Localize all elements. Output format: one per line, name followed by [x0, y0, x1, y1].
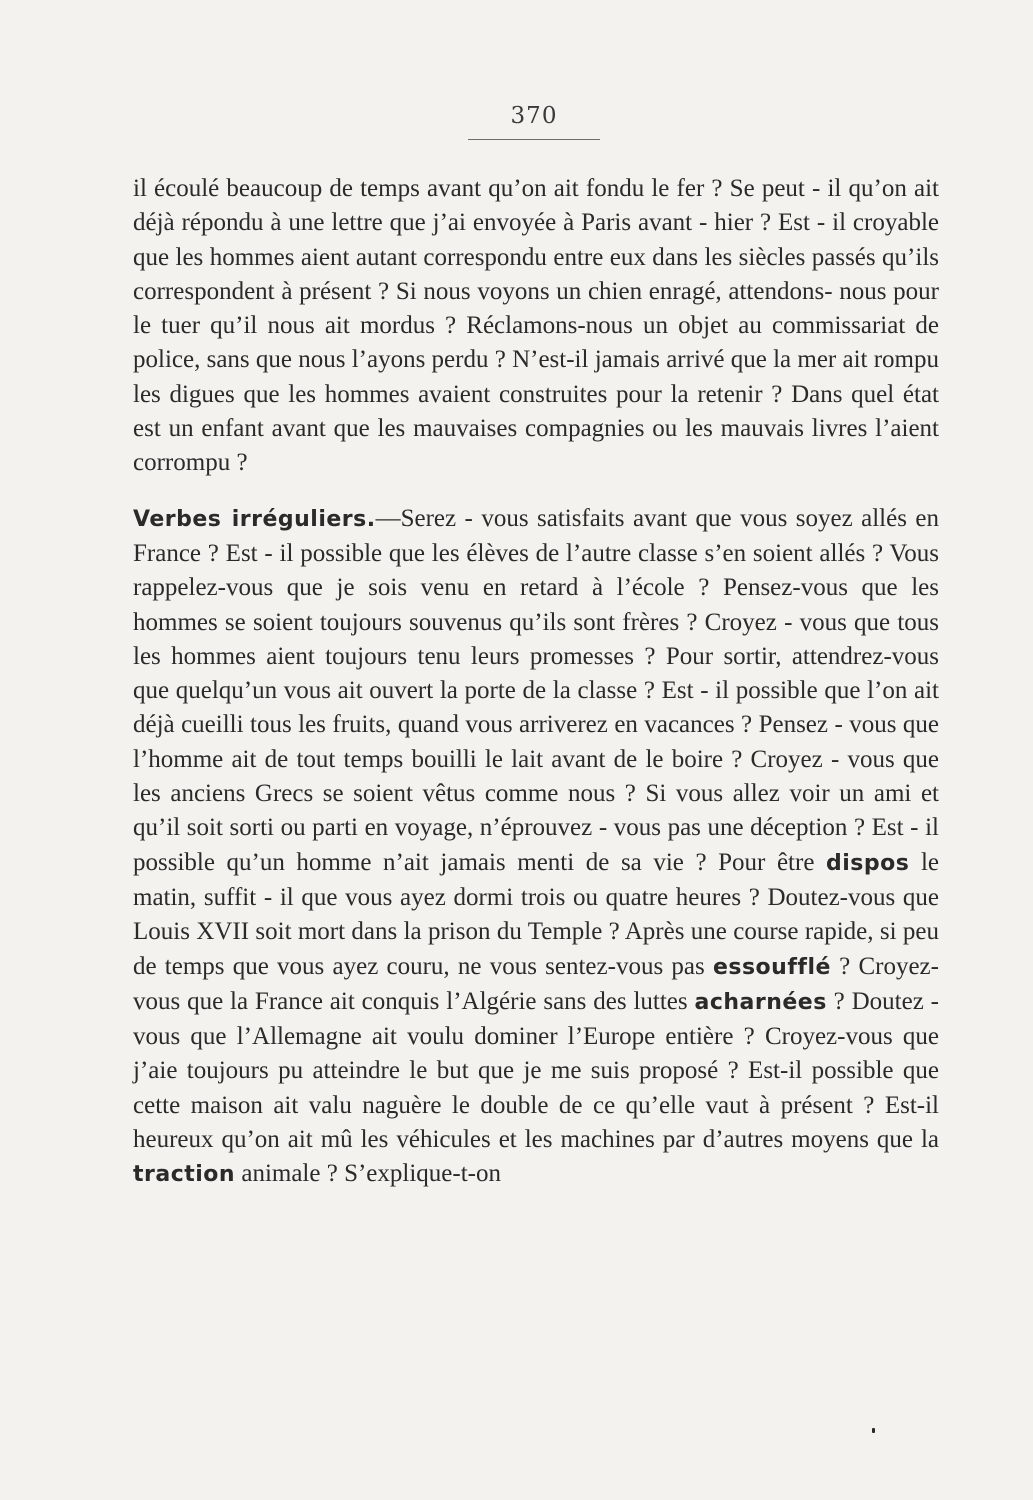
- page-number: 370: [510, 103, 558, 129]
- text-segment: ? Croyez-vous que la France ait conquis l’Algérie sans des luttes: [133, 952, 939, 1015]
- text-segment: ? Doutez - vous que l’Allemagne ait voulu dominer l’Europe entière ? Croyez-vous que j’aie toujours pu atteindre le but que je me suis proposé ? Est-il possible que cette maison ait valu naguère le double de ce qu’elle vaut à présent ? Est-il heureux qu’on ait mû les véhicules et les machines par d’autres moyens que la: [133, 987, 939, 1154]
- bold-term-essouffle: essoufflé: [712, 954, 831, 980]
- text-segment: le matin, suffit - il que vous ayez dormi trois ou quatre heures ? Doutez-vous que Louis XVII soit mort dans la prison du Temple ? Après une course rapide, si peu de temps que vous ayez couru, ne vous sentez-vous pas: [133, 848, 939, 980]
- text-segment: animale ? S’explique-t-on: [235, 1160, 501, 1188]
- page-number-rule: [468, 139, 600, 140]
- bold-term-dispos: dispos: [826, 850, 910, 876]
- bold-term-acharnees: acharnées: [694, 989, 827, 1015]
- body-text: [133, 172, 939, 1193]
- ink-speck: [872, 1428, 875, 1433]
- paragraph-irregular-verbs: [133, 502, 939, 1193]
- paragraph-questions: il écoulé beaucoup de temps avant qu’on ait fondu le fer ? Se peut - il qu’on ait déjà répondu à une lettre que j’ai envoyée à Paris avant - hier ? Est - il croyable que les hommes aient autant correspondu entre eux dans les siècles passés qu’ils correspondent à présent ? Si nous voyons un chien enragé, attendons- nous pour le tuer qu’il nous ait mordus ? Réclamons-nous un objet au commissariat de police, sans que nous l’ayons perdu ? N’est-il jamais arrivé que la mer ait rompu les digues que les hommes avaient construites pour la retenir ? Dans quel état est un enfant avant que les mauvaises compagnies ou les mauvais livres l’aient corrompu ?: [133, 175, 940, 477]
- text-segment: —Serez - vous satisfaits avant que vous soyez allés en France ? Est - il possible que les élèves de l’autre classe s’en soient allés ? Vous rappelez-vous que je sois venu en retard à l’école ? Pensez-vous que les hommes se soient toujours souvenus qu’ils sont frères ? Croyez - vous que tous les hommes aient toujours tenu leurs promesses ? Pour sortir, attendrez-vous que quelqu’un vous ait ouvert la porte de la classe ? Est - il possible que l’on ait déjà cueilli tous les fruits, quand vous arriverez en vacances ? Pensez - vous que l’homme ait de tout temps bouilli le lait avant de le boire ? Croyez - vous que les anciens Grecs se soient vêtus comme nous ? Si vous allez voir un ami et qu’il soit sorti ou parti en voyage, n’éprouvez - vous pas une déception ? Est - il possible qu’un homme n’ait jamais menti de sa vie ? Pour être: [133, 504, 939, 876]
- section-heading: Verbes irréguliers.: [133, 506, 376, 532]
- bold-term-traction: traction: [133, 1162, 236, 1188]
